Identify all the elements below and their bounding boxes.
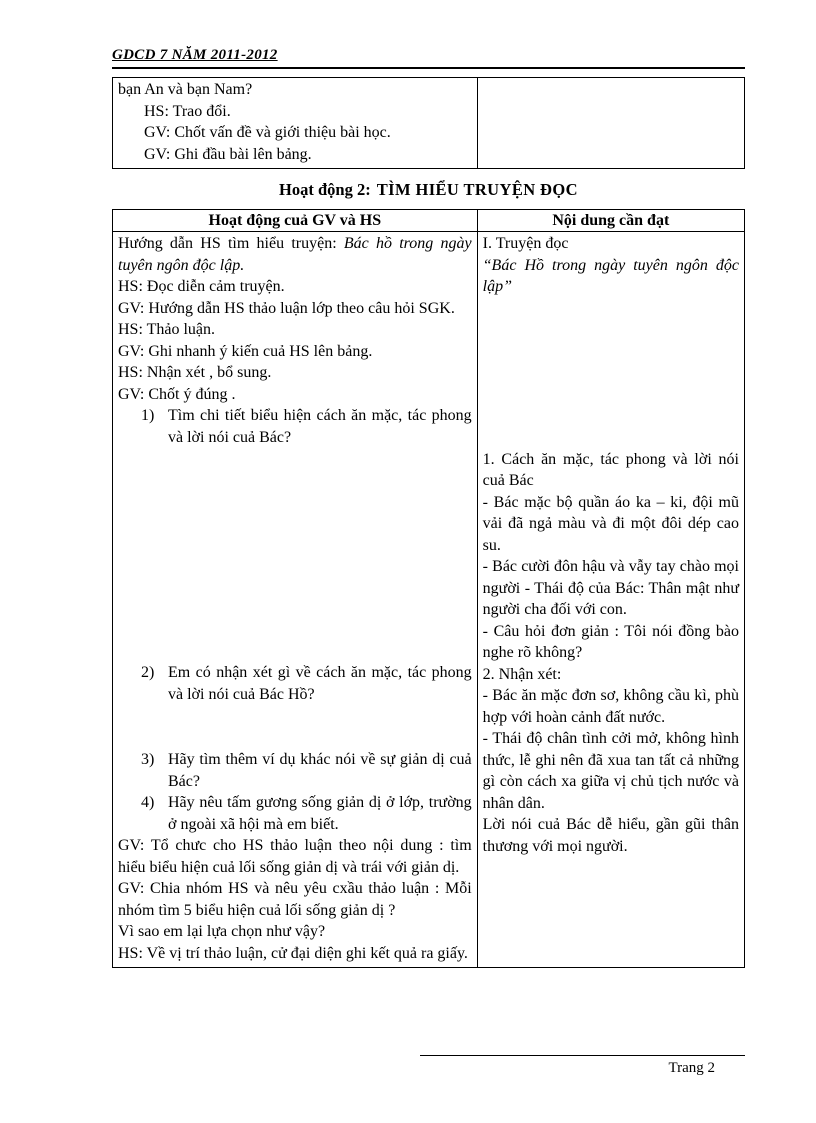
question-number: 2): [141, 664, 155, 681]
page-footer: [420, 1055, 745, 1078]
bullet-line: Lời nói cuả Bác dễ hiểu, gần gũi thân thương với mọi người.: [482, 816, 739, 855]
table-body-row: [113, 232, 745, 968]
bullet-line: - Câu hỏi đơn giản : Tôi nói đồng bào nghe rõ không?: [482, 622, 739, 661]
bullet-line: - Thái độ chân tình cởi mở, không hình thức, lễ ghi nên đã xua tan tất cả những gì còn cách xa giữa vị chủ tịch nước và nhân dân.: [482, 730, 739, 812]
dialog-line: HS: Trao đổi.: [144, 102, 231, 120]
main-table: [112, 209, 745, 969]
question-text: Tìm chi tiết biểu hiện cách ăn mặc, tác phong và lời nói cuả Bác?: [168, 407, 472, 446]
story-title-quote: “Bác Hồ trong ngày tuyên ngôn độc lập”: [482, 256, 739, 295]
dialog-line: Vì sao em lại lựa chọn như vậy?: [118, 923, 326, 940]
paragraph-text: Hướng dẫn HS tìm hiểu truyện:: [118, 235, 344, 252]
question-item-4: [118, 792, 472, 835]
content-paragraph: [118, 233, 472, 276]
header-title: GDCD 7 NĂM 2011-2012: [112, 47, 278, 63]
question-item-1: [118, 405, 472, 448]
dialog-line: GV: Chốt vấn đề và giới thiệu bài học.: [144, 124, 391, 141]
dialog-line: HS: Nhận xét , bổ sung.: [118, 364, 272, 381]
activities-cell: [113, 232, 478, 968]
page-content: [112, 46, 745, 968]
question-number: 1): [141, 407, 155, 424]
bullet-line: - Bác cười đôn hậu và vẫy tay chào mọi người - Thái độ của Bác: Thân mật như người cha đối với con.: [482, 558, 739, 618]
intro-table: [112, 77, 745, 169]
question-text: Hãy nêu tấm gương sống giản dị ở lớp, trường ở ngoài xã hội mà em biết.: [168, 794, 472, 833]
dialog-line: HS: Về vị trí thảo luận, cử đại diện ghi kết quả ra giấy.: [118, 944, 468, 962]
dialog-line: GV: Chốt ý đúng .: [118, 385, 236, 403]
question-text: Em có nhận xét gì về cách ăn mặc, tác phong và lời nói cuả Bác Hồ?: [168, 664, 472, 703]
question-number: 4): [141, 794, 155, 811]
page-header: [112, 46, 745, 69]
dialog-line: GV: Chia nhóm HS và nêu yêu cxầu thảo luận : Mỗi nhóm tìm 5 biểu hiện cuả lối sống giản dị ?: [118, 880, 472, 919]
intro-right-cell: [477, 78, 744, 169]
column-header-content: Nội dung cần đạt: [477, 209, 744, 232]
dialog-line: HS: Đọc diễn cảm truyện.: [118, 278, 285, 295]
dialog-line: GV: Hướng dẫn HS thảo luận lớp theo câu hỏi SGK.: [118, 299, 455, 317]
activity-heading: [112, 179, 745, 201]
activity-title: TÌM HIỂU TRUYỆN ĐỌC: [376, 180, 578, 199]
page-number: Trang 2: [668, 1060, 715, 1076]
dialog-line: bạn An và bạn Nam?: [118, 81, 253, 98]
content-cell: [477, 232, 744, 968]
dialog-line: HS: Thảo luận.: [118, 321, 216, 338]
question-item-3: [118, 749, 472, 792]
dialog-line: GV: Ghi nhanh ý kiến cuả HS lên bảng.: [118, 342, 373, 360]
question-item-2: [118, 662, 472, 705]
table-header-row: [113, 209, 745, 232]
bullet-line: - Bác mặc bộ quần áo ka – ki, đội mũ vải đã ngả màu và đi một đôi dép cao su.: [482, 493, 739, 554]
intro-left-cell: [113, 78, 478, 169]
subsection-title-1: 1. Cách ăn mặc, tác phong và lời nói cuả Bác: [482, 450, 739, 489]
bullet-line: - Bác ăn mặc đơn sơ, không cầu kì, phù hợp với hoàn cảnh đất nước.: [482, 687, 739, 726]
question-number: 3): [141, 751, 155, 768]
question-text: Hãy tìm thêm ví dụ khác nói về sự giản dị cuả Bác?: [168, 751, 472, 790]
table-row: [113, 78, 745, 169]
story-title-inline: Bác hồ trong ngày tuyên ngôn độc lập.: [118, 235, 472, 274]
dialog-line: GV: Ghi đầu bài lên bảng.: [144, 145, 312, 163]
activity-label: Hoạt động 2:: [279, 180, 371, 199]
column-header-activities: Hoạt động cuả GV và HS: [113, 209, 478, 232]
subsection-title-2: 2. Nhận xét:: [482, 665, 562, 683]
section-heading-1: I. Truyện đọc: [482, 235, 569, 252]
dialog-line: GV: Tổ chưc cho HS thảo luận theo nội dung : tìm hiểu biểu hiện cuả lối sống giản dị và trái với giản dị.: [118, 837, 472, 876]
